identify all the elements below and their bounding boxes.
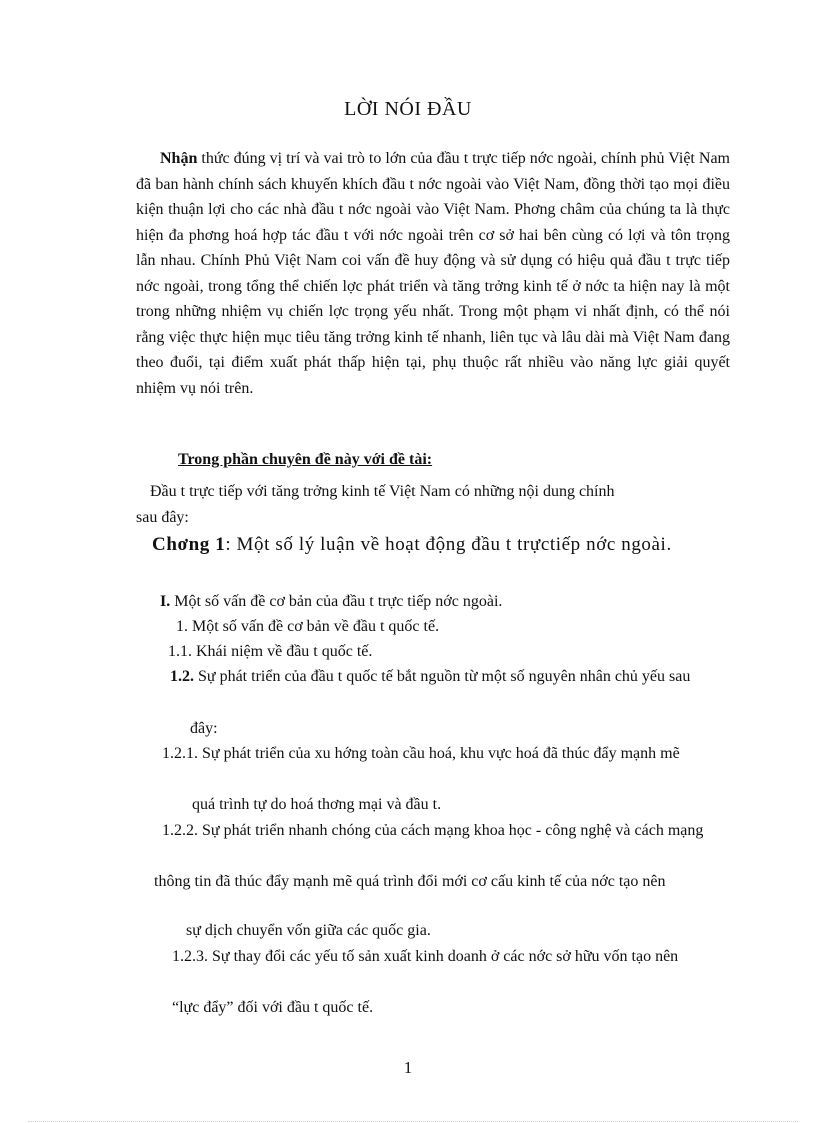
section-subheading: Trong phần chuyên đề này với đề tài: — [178, 451, 433, 468]
page-bottom-divider — [28, 1121, 798, 1122]
topic-line-2: sau đây: — [136, 509, 189, 526]
intro-text: thức đúng vị trí và vai trò to lớn của đầu t trực tiếp nớc ngoài, chính phủ Việt Nam đã ban hành chính sách khuyến khích đầu t nớc ngoài vào Việt Nam, đồng thời tạo mọi điều kiện thuận lợi cho các nhà đầu t nớc ngoài vào Việt Nam. Phơng châm của chúng ta là thực hiện đa phơng hoá hợp tác đầu t với nớc ngoài trên cơ sở hai bên cùng có lợi và tôn trọng lẫn nhau. Chính Phủ Việt Nam coi vấn đề huy động và sử dụng có hiệu quả đầu t trực tiếp nớc ngoài, trong tổng thể chiến lợc phát triển và tăng trởng kinh tế ở nớc ta hiện nay là một trong những nhiệm vụ chiến lợc trọng yếu nhất. Trong một phạm vi nhất định, có thể nói rằng việc thực hiện mục tiêu tăng trởng kinh tế nhanh, liên tục và lâu dài mà Việt Nam đang theo đuổi, tại điểm xuất phát thấp hiện tại, phụ thuộc rất nhiều vào năng lực giải quyết nhiệm vụ nói trên. — [136, 150, 730, 397]
outline-item-1-2-3: 1.2.3. Sự thay đổi các yếu tố sản xuất kinh doanh ở các nớc sở hữu vốn tạo nên — [172, 948, 679, 965]
outline-item-1-1: 1.1. Khái niệm về đầu t quốc tế. — [168, 643, 373, 660]
chapter-heading — [136, 530, 730, 560]
outline-item-1: 1. Một số vấn đề cơ bản về đầu t quốc tế. — [176, 618, 440, 635]
outline-item-1-2-text: Sự phát triển của đầu t quốc tế bắt nguồn từ một số nguyên nhân chủ yếu sau — [194, 668, 691, 685]
outline-item-1-2-1: 1.2.1. Sự phát triển của xu hớng toàn cầu hoá, khu vực hoá đã thúc đẩy mạnh mẽ — [162, 745, 680, 762]
intro-paragraph — [136, 146, 730, 401]
outline-item-1-2-2: 1.2.2. Sự phát triển nhanh chóng của cách mạng khoa học - công nghệ và cách mạng — [162, 822, 704, 839]
topic-line-1: Đầu t trực tiếp với tăng trởng kinh tế Việt Nam có những nội dung chính — [150, 483, 615, 500]
outline-item-1-2-2-cont1: thông tin đã thúc đẩy mạnh mẽ quá trình đổi mới cơ cấu kinh tế của nớc tạo nên — [154, 873, 666, 890]
outline-item-1-2-cont: đây: — [190, 720, 218, 737]
outline-item-I — [160, 589, 502, 615]
outline-item-1-2 — [136, 664, 730, 690]
outline-item-1-2-3-cont: “lực đẩy” đối với đầu t quốc tế. — [172, 999, 374, 1016]
outline-item-1-2-1-cont: quá trình tự do hoá thơng mại và đầu t. — [192, 796, 442, 813]
intro-lead-word: Nhận — [160, 150, 198, 167]
page-title: LỜI NÓI ĐẦU — [344, 98, 472, 120]
outline-item-1-2-2-cont2: sự dịch chuyển vốn giữa các quốc gia. — [186, 922, 431, 939]
outline-item-I-label: I. — [160, 593, 171, 610]
outline-item-1-2-label: 1.2. — [170, 668, 194, 685]
page-number: 1 — [403, 1058, 413, 1077]
outline-item-I-text: Một số vấn đề cơ bản của đầu t trực tiếp nớc ngoài. — [170, 593, 503, 610]
chapter-title: : Một số lý luận về hoạt động đầu t trựctiếp nớc ngoài. — [225, 534, 672, 555]
chapter-label: Chơng 1 — [152, 534, 226, 555]
